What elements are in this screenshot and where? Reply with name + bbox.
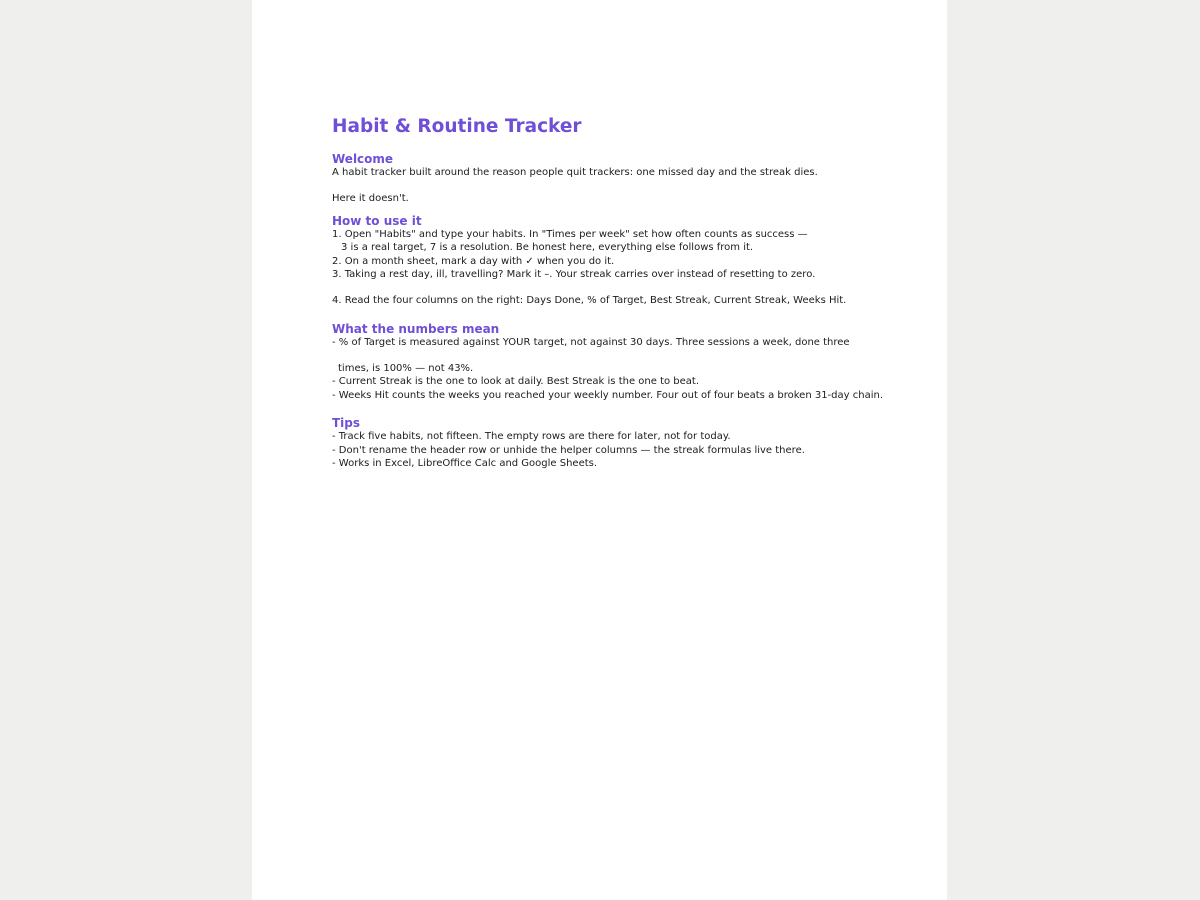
spacer — [332, 349, 932, 362]
welcome-text: Here it doesn't. — [332, 193, 409, 204]
tip-item: - Works in Excel, LibreOffice Calc and Google Sheets. — [332, 458, 598, 469]
spacer — [332, 206, 932, 214]
welcome-text: A habit tracker built around the reason people quit trackers: one missed day and the streak dies. — [332, 167, 818, 178]
section-heading-how-to-use: How to use it — [332, 213, 422, 228]
document-body — [332, 116, 932, 471]
instruction-step-continued: 3 is a real target, 7 is a resolution. Be honest here, everything else follows from it. — [341, 242, 754, 253]
numbers-item: - Current Streak is the one to look at daily. Best Streak is the one to beat. — [332, 376, 700, 387]
document-title: Habit & Routine Tracker — [332, 116, 582, 137]
numbers-item: - % of Target is measured against YOUR target, not against 30 days. Three sessions a week, done three — [332, 336, 850, 348]
numbers-item-continued: times, is 100% — not 43%. — [338, 362, 474, 374]
instruction-step: 1. Open "Habits" and type your habits. In "Times per week" set how often counts as success — — [332, 228, 808, 240]
instruction-step: 4. Read the four columns on the right: Days Done, % of Target, Best Streak, Current Streak, Weeks Hit. — [332, 295, 847, 306]
spacer — [332, 180, 932, 193]
numbers-item: - Weeks Hit counts the weeks you reached your weekly number. Four out of four beats a broken 31-day chain. — [332, 389, 883, 401]
tip-item: - Don't rename the header row or unhide the helper columns — the streak formulas live there. — [332, 444, 805, 456]
tip-item: - Track five habits, not fifteen. The empty rows are there for later, not for today. — [332, 431, 731, 442]
spacer — [332, 308, 932, 322]
spacer — [332, 282, 932, 295]
spacer — [332, 402, 932, 416]
instruction-step: 2. On a month sheet, mark a day with ✓ when you do it. — [332, 255, 615, 267]
section-heading-numbers: What the numbers mean — [332, 321, 500, 336]
section-heading-welcome: Welcome — [332, 152, 394, 166]
instruction-step: 3. Taking a rest day, ill, travelling? Mark it –. Your streak carries over instead of resetting to zero. — [332, 269, 816, 280]
document-page — [252, 0, 947, 900]
section-heading-tips: Tips — [332, 416, 361, 430]
